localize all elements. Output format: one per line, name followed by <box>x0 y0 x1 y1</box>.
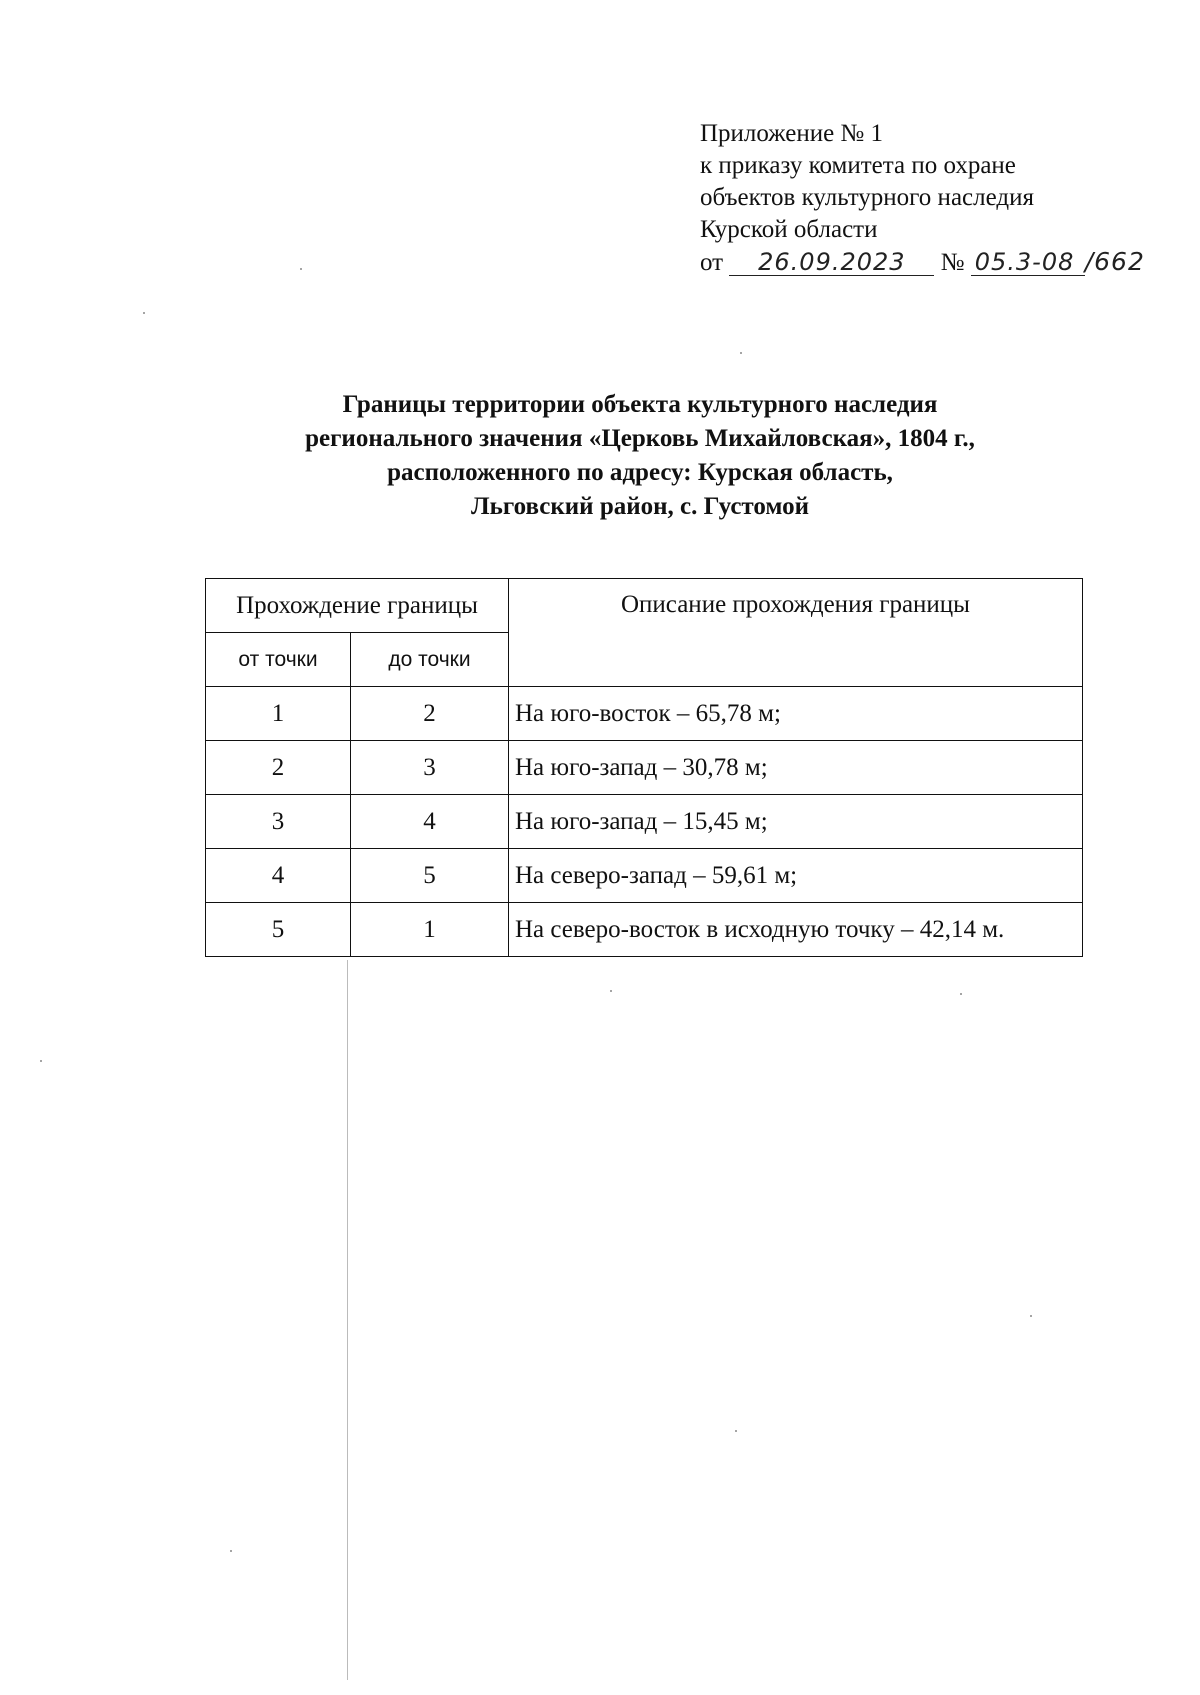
table-header <box>206 579 1083 687</box>
table-row <box>206 741 1083 795</box>
handwritten-order-number-suffix: /662 <box>1084 247 1145 276</box>
table-row <box>206 903 1083 957</box>
cell-from: 3 <box>206 795 351 849</box>
cell-to: 5 <box>351 849 509 903</box>
header-description: Описание прохождения границы <box>509 579 1083 687</box>
appendix-order-ref: к приказу комитета по охране <box>700 152 1016 179</box>
header-from-point: от точки <box>206 633 351 687</box>
cell-description: На северо-восток в исходную точку – 42,14 м. <box>509 903 1083 957</box>
cell-description: На юго-восток – 65,78 м; <box>509 687 1083 741</box>
title-line-4: Льговский район, с. Густомой <box>471 493 809 520</box>
boundary-table <box>205 578 1083 957</box>
header-to-point: до точки <box>351 633 509 687</box>
cell-from: 2 <box>206 741 351 795</box>
scan-speck <box>300 268 302 270</box>
handwritten-order-number: 05.3-08 <box>971 249 1085 276</box>
cell-to: 1 <box>351 903 509 957</box>
title-line-1: Границы территории объекта культурного наследия <box>342 391 938 418</box>
scan-speck <box>960 993 962 995</box>
cell-from: 1 <box>206 687 351 741</box>
scan-speck <box>740 352 742 354</box>
appendix-number: Приложение № 1 <box>700 120 884 147</box>
cell-description: На северо-запад – 59,61 м; <box>509 849 1083 903</box>
date-prefix: от <box>700 249 724 276</box>
table-body <box>206 687 1083 957</box>
appendix-region: Курской области <box>700 216 878 243</box>
appendix-date-number-line <box>700 246 1145 279</box>
header-row-1 <box>206 579 1083 633</box>
cell-description: На юго-запад – 30,78 м; <box>509 741 1083 795</box>
scan-artifact-line <box>347 960 348 1680</box>
scan-speck <box>40 1060 42 1062</box>
cell-from: 5 <box>206 903 351 957</box>
cell-from: 4 <box>206 849 351 903</box>
number-prefix: № <box>940 249 965 276</box>
scan-speck <box>1030 1315 1032 1317</box>
cell-description: На юго-запад – 15,45 м; <box>509 795 1083 849</box>
appendix-committee: объектов культурного наследия <box>700 184 1034 211</box>
title-line-3: расположенного по адресу: Курская область, <box>387 459 893 486</box>
cell-to: 2 <box>351 687 509 741</box>
scan-speck <box>735 1430 737 1432</box>
title-line-2: регионального значения «Церковь Михайловская», 1804 г., <box>305 425 975 452</box>
cell-to: 3 <box>351 741 509 795</box>
scan-speck <box>230 1550 232 1552</box>
header-boundary-passage: Прохождение границы <box>206 579 509 633</box>
appendix-block <box>700 118 1145 279</box>
scan-speck <box>610 990 612 992</box>
cell-to: 4 <box>351 795 509 849</box>
handwritten-date: 26.09.2023 <box>729 249 934 276</box>
table-row <box>206 795 1083 849</box>
table-row <box>206 849 1083 903</box>
document-title <box>200 388 1080 524</box>
table-row <box>206 687 1083 741</box>
scan-speck <box>143 312 145 314</box>
